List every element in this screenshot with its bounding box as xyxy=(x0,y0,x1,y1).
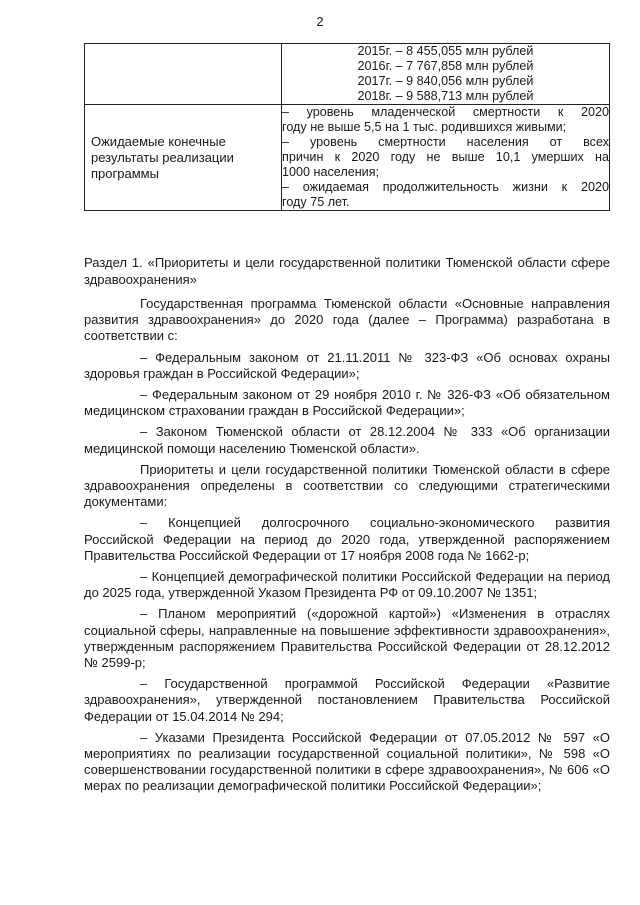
list-item: – Концепцией демографической политики Российской Федерации на период до 2025 года, утвержденной Указом Президента РФ от 09.10.2007 № 1351; xyxy=(84,569,610,601)
priorities-paragraph: Приоритеты и цели государственной политики Тюменской области в сфере здравоохранения определены в соответствии со следующими стратегическими документами: xyxy=(84,461,610,510)
page-number: 2 xyxy=(316,14,324,29)
financing-line: 2016г. – 7 767,858 млн рублей xyxy=(357,59,534,73)
result-line: году 75 лет. xyxy=(282,195,350,209)
result-line: 1000 населения; xyxy=(282,165,380,179)
intro-paragraph: Государственная программа Тюменской области «Основные направления развития здравоохранения» до 2020 года (далее – Программа) разработана в соответствии с: xyxy=(84,296,610,344)
list-item: – Законом Тюменской области от 28.12.2004 № 333 «Об организации медицинской помощи населению Тюменской области». xyxy=(84,424,610,456)
list-item: – Федеральным законом от 21.11.2011 № 323-ФЗ «Об основах охраны здоровья граждан в Российской Федерации»; xyxy=(84,349,610,381)
list-item: – Государственной программой Российской Федерации «Развитие здравоохранения», утвержденной постановлением Правительства Российской Федерации от 15.04.2014 № 294; xyxy=(84,676,610,724)
expected-results-label: Ожидаемые конечные результаты реализации программы xyxy=(85,105,282,211)
result-line: году не выше 5,5 на 1 тыс. родившихся живыми; xyxy=(282,120,567,134)
program-passport-table xyxy=(84,43,610,211)
financing-line: 2015г. – 8 455,055 млн рублей xyxy=(357,44,534,58)
result-line: – ожидаемая продолжительность жизни к 2020 xyxy=(282,180,609,194)
section-heading: Раздел 1. «Приоритеты и цели государственной политики Тюменской области сфере здравоохранения» xyxy=(84,255,610,287)
expected-results-row xyxy=(85,105,610,211)
list-item: – Федеральным законом от 29 ноября 2010 г. № 326-ФЗ «Об обязательном медицинском страховании граждан в Российской Федерации»; xyxy=(84,387,610,419)
financing-line: 2018г. – 9 588,713 млн рублей xyxy=(357,89,534,103)
list-item: – Концепцией долгосрочного социально-экономического развития Российской Федерации на период до 2020 года, утвержденной распоряжением Правительства Российской Федерации от 17 ноября 2008 года № 1662-р; xyxy=(84,515,610,563)
body-text xyxy=(84,296,610,800)
financing-values-cell xyxy=(282,44,610,105)
list-item: – Планом мероприятий («дорожной картой») «Изменения в отраслях социальной сферы, направленные на повышение эффективности здравоохранения», утвержденным распоряжением Правительства Российской Федерации от 28.12.2012 № 2599-р; xyxy=(84,606,610,671)
result-line: – уровень смертности населения от всех xyxy=(282,135,609,149)
list-item: – Указами Президента Российской Федерации от 07.05.2012 № 597 «О мероприятиях по реализации государственной социальной политики», № 598 «О совершенствовании государственной политики в сфере здравоохранения», № 606 «О мерах по реализации демографической политики Российской Федерации»; xyxy=(84,729,610,794)
financing-label-cell xyxy=(85,44,282,105)
result-line: причин к 2020 году не выше 10,1 умерших на xyxy=(282,150,609,164)
financing-row xyxy=(85,44,610,105)
financing-line: 2017г. – 9 840,056 млн рублей xyxy=(357,74,534,88)
expected-results-cell xyxy=(282,105,610,211)
result-line: – уровень младенческой смертности к 2020 xyxy=(282,105,609,119)
